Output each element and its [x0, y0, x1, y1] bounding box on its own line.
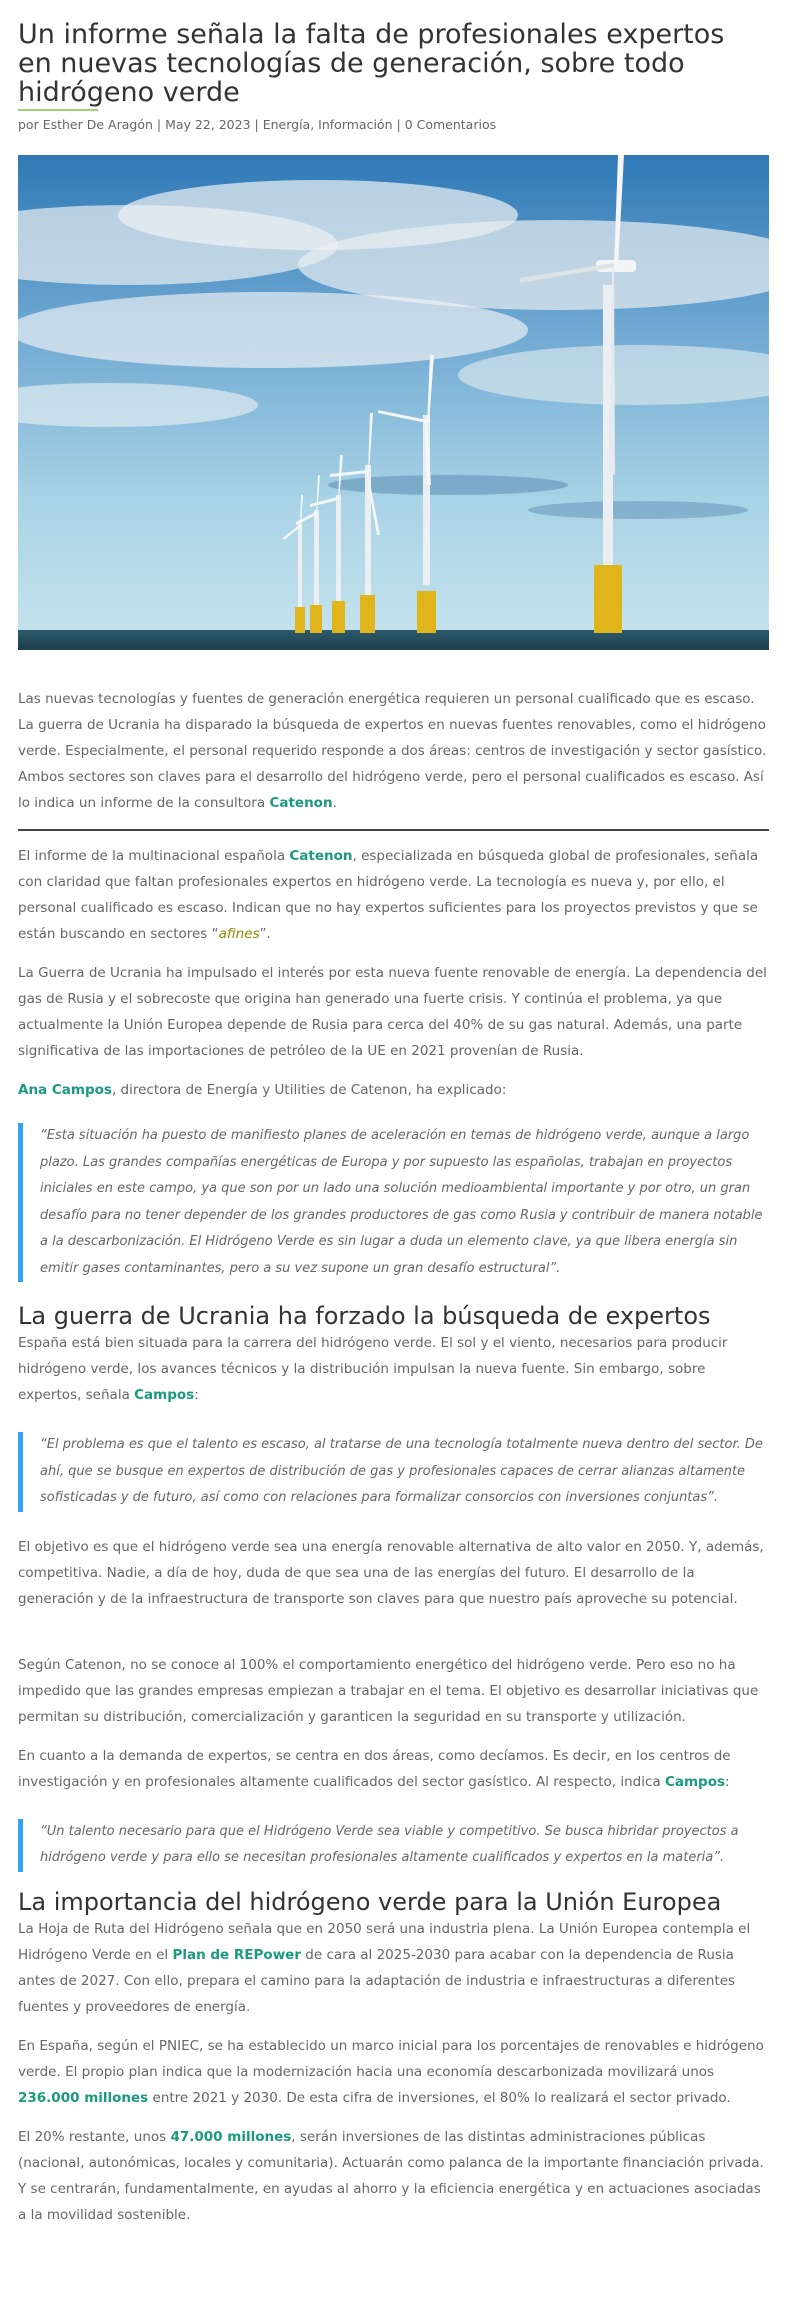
paragraph-text: La Hoja de Ruta del Hidrógeno señala que en 2050 será una industria plena. La Unión Europea contempla el Hidrógeno Verde en el — [18, 1920, 751, 1963]
meta-comma: , — [310, 117, 319, 132]
paragraph-pniec — [18, 2033, 769, 2111]
paragraph-end: ”. — [259, 926, 271, 942]
post-meta — [18, 115, 769, 135]
figure-236000-millones: 236.000 millones — [18, 2089, 149, 2106]
meta-separator: | — [392, 117, 405, 132]
paragraph-restante — [18, 2124, 769, 2228]
meta-by: por — [18, 117, 43, 132]
author-link[interactable]: Esther De Aragón — [42, 117, 153, 132]
paragraph-text: Las nuevas tecnologías y fuentes de generación energética requieren un personal cualificado que es escaso. La guerra de Ucrania ha disparado la búsqueda de expertos en nuevas fuentes renovables, como el hidrógeno verde. Especialmente, el personal requerido responde a dos áreas: centros de investigación y sector gasístico. Ambos sectores son claves para el desarrollo del hidrógeno verde, pero el personal cualificados es escaso. Así lo indica un informe de la consultora — [18, 691, 767, 811]
campos-link[interactable]: Campos — [134, 1387, 195, 1403]
meta-separator: | — [250, 117, 263, 132]
heading-union-europea: La importancia del hidrógeno verde para la Unión Europea — [18, 1887, 722, 1916]
paragraph-end: : — [725, 1773, 730, 1790]
paragraph-text: España está bien situada para la carrera del hidrógeno verde. El sol y el viento, necesarios para producir hidrógeno verde, los avances técnicos y la distribución impulsan la nueva fuente. Sin embargo, sobre expertos, señala — [18, 1335, 728, 1403]
post-date: May 22, 2023 — [165, 117, 251, 132]
paragraph-espana — [18, 1330, 769, 1408]
plan-repower-link[interactable]: Plan de REPower — [172, 1946, 301, 1963]
wind-turbines-image — [18, 155, 769, 650]
figure-47000-millones: 47.000 millones — [170, 2128, 292, 2145]
paragraph-segun-catenon: Según Catenon, no se conoce al 100% el comportamiento energético del hidrógeno verde. Pero eso no ha impedido que las grandes empresas empiezan a trabajar en el tema. El objetivo es desarrollar iniciativas que permitan su distribución, comercialización y garanticen la seguridad en su transporte y utilización. — [18, 1656, 759, 1725]
comments-link[interactable]: 0 Comentarios — [404, 117, 497, 132]
paragraph-text: El 20% restante, unos — [18, 2128, 171, 2145]
catenon-link[interactable]: Catenon — [269, 795, 333, 811]
paragraph-guerra: La Guerra de Ucrania ha impulsado el interés por esta nueva fuente renovable de energía. La dependencia del gas de Rusia y el sobrecoste que origina han generado una fuerte crisis. Y continúa el problema, ya que actualmente la Unión Europea depende de Rusia para cerca del 40% de su gas natural. Además, una parte significativa de las importaciones de petróleo de la UE en 2021 provenían de Rusia. — [18, 965, 767, 1059]
heading-guerra-ucrania: La guerra de Ucrania ha forzado la búsqueda de expertos — [18, 1302, 711, 1330]
quote-talento-necesario: “Un talento necesario para que el Hidrógeno Verde sea viable y competitivo. Se busca hibridar proyectos a hidrógeno verde y para ello se necesitan profesionales altamente cualificados y expertos en la materia”. — [18, 1819, 769, 1872]
campos-link[interactable]: Campos — [664, 1773, 726, 1790]
paragraph-text: , serán inversiones de las distintas administraciones públicas (nacional, autonómicas, locales y comunitaria). Actuarán como palanca de la importante financiación privada. Y se centrarán, fundamentalmente, en ayudas al ahorro y la eficiencia energética y en actuaciones asociadas a la movilidad sostenible. — [18, 2128, 764, 2223]
paragraph-text: , especializada en búsqueda global de profesionales, señala con claridad que faltan profesionales expertos en hidrógeno verde. La tecnología es nueva y, por ello, el personal cualificado es escaso. Indican que no hay expertos suficientes para los proyectos previstos y que se están buscando en sectores “ — [18, 848, 759, 942]
paragraph-ana-campos — [18, 1077, 769, 1103]
paragraph-informe — [18, 843, 769, 947]
paragraph-demanda — [18, 1743, 769, 1795]
category-link-informacion[interactable]: Información — [318, 117, 393, 132]
paragraph-hoja-ruta — [18, 1916, 769, 2020]
paragraph-text: , directora de Energía y Utilities de Catenon, ha explicado: — [111, 1082, 507, 1098]
paragraph-text: El informe de la multinacional española — [18, 848, 290, 864]
paragraph-text: En España, según el PNIEC, se ha establecido un marco inicial para los porcentajes de renovables e hidrógeno verde. El propio plan indica que la modernización hacia una economía descarbonizada movilizará unos — [18, 2037, 764, 2080]
catenon-link[interactable]: Catenon — [289, 848, 353, 864]
afines-emphasis: afines — [218, 926, 260, 942]
paragraph-intro — [18, 686, 769, 816]
quote-ana-campos: “Esta situación ha puesto de manifiesto planes de aceleración en temas de hidrógeno verde, aunque a largo plazo. Las grandes compañías energéticas de Europa y por supuesto las españolas, trabajan en proyectos iniciales en este campo, ya que son por un lado una solución medioambiental importante y por otro, un gran desafío para no tener depender de los grandes productores de gas como Rusia y contribuir de manera notable a la descarbonización. El Hidrógeno Verde es sin lugar a duda un elemento clave, ya que libera energía sin emitir gases contaminantes, pero a su vez supone un gran desafío estructural”. — [18, 1123, 769, 1282]
quote-talento-escaso: “El problema es que el talento es escaso, al tratarse de una tecnología totalmente nueva dentro del sector. De ahí, que se busque en expertos de distribución de gas y profesionales capaces de cerrar alianzas altamente sofisticadas y de futuro, así como con relaciones para formalizar consorcios con inversiones conjuntas”. — [18, 1432, 769, 1512]
ana-campos-link[interactable]: Ana Campos — [18, 1082, 112, 1098]
paragraph-end: . — [332, 795, 337, 811]
meta-separator: | — [152, 117, 166, 132]
paragraph-text: entre 2021 y 2030. De esta cifra de inversiones, el 80% lo realizará el sector privado. — [148, 2089, 731, 2106]
category-link-energia[interactable]: Energía — [262, 117, 311, 132]
paragraph-end: : — [194, 1387, 199, 1403]
paragraph-text: de cara al 2025-2030 para acabar con la dependencia de Rusia antes de 2027. Con ello, prepara el camino para la adaptación de industria e infraestructuras a diferentes fuentes y proveedores de energía. — [18, 1946, 736, 2015]
hero-image — [18, 155, 769, 650]
title-underline — [18, 109, 98, 111]
paragraph-text: En cuanto a la demanda de expertos, se centra en dos áreas, como decíamos. Es decir, en los centros de investigación y en profesionales altamente cualificados del sector gasístico. Al respecto, indica — [18, 1747, 731, 1790]
article-title: Un informe señala la falta de profesionales expertos en nuevas tecnologías de generación, sobre todo hidrógeno verde — [18, 19, 725, 108]
paragraph-objetivo: El objetivo es que el hidrógeno verde sea una energía renovable alternativa de alto valor en 2050. Y, además, competitiva. Nadie, a día de hoy, duda de que sea una de las energías del futuro. El desarrollo de la generación y de la infraestructura de transporte son claves para que nuestro país aproveche su potencial. — [18, 1538, 764, 1607]
